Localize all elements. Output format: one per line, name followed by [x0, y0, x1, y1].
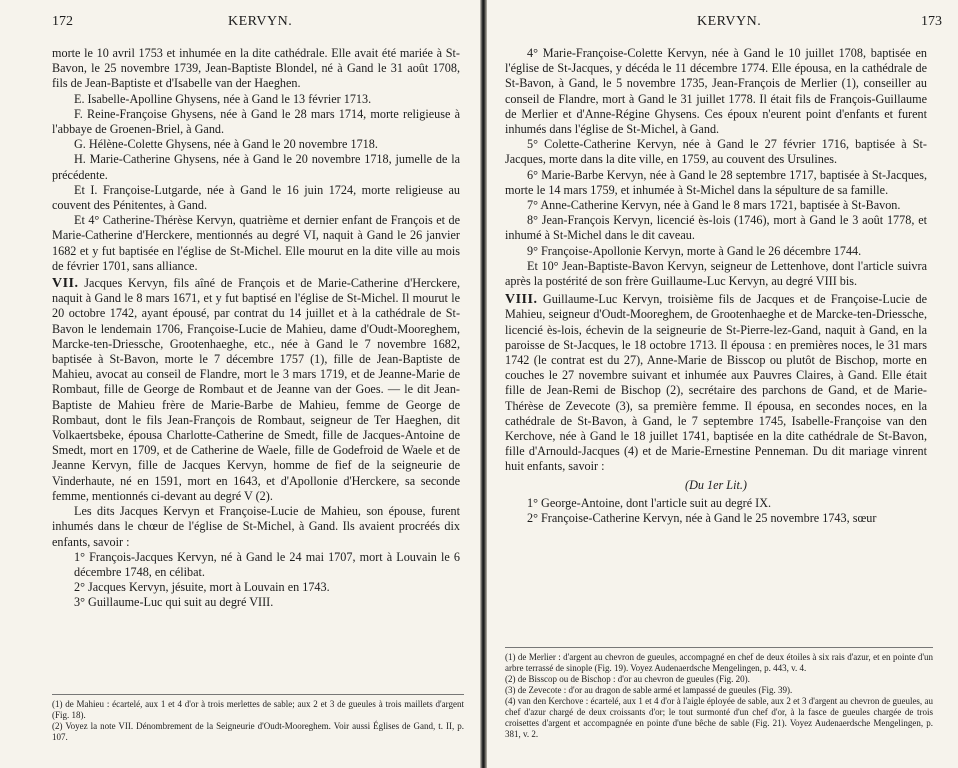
list-item: 2° Françoise-Catherine Kervyn, née à Gand le 25 novembre 1743, sœur — [527, 511, 877, 526]
running-header: KERVYN. — [697, 14, 762, 29]
running-header: KERVYN. — [228, 14, 293, 29]
degree-mark: VII. — [52, 276, 79, 292]
footnotes — [52, 694, 464, 743]
paragraph: 5° Colette-Catherine Kervyn, née à Gand le 27 février 1716, baptisée à St-Jacques, morte dans la dite ville, en 1759, au couvent des Ursulines. — [505, 137, 927, 167]
list-item: 2° Jacques Kervyn, jésuite, mort à Louvain en 1743. — [74, 580, 330, 595]
footnote: (3) de Zevecote : d'or au dragon de sable armé et lampassé de gueules (Fig. 39). — [505, 685, 793, 695]
degree-mark: VIII. — [505, 292, 538, 308]
degree-text: Guillaume-Luc Kervyn, troisième fils de Jacques et de Françoise-Lucie de Mahieu, seigneur d'Oudt-Mooreghem, de Grootenhaeghe et de Marcke-ten-Driessche, licencié ès-lois, échevin de la seigneurie de St-Pierre-lez-Gand, naquit à Gand, en la paroisse de St-Jacques, le 18 octobre 1713. Il épousa : en premières noces, le 31 mars 1742 (le contrat est du 27), Anne-Marie de Bisscop ou plutôt de Bischop, morte en couches le 27 novembre suivant et inhumée aux Pauvres Claires, à Gand. Elle était fille de Jean-Remi de Bischop (2), secrétaire des parchons de Gand, et de Marie-Thérèse de Zevecote (3), sa première femme. Il épousa, en secondes noces, en la cathédrale de St-Bavon, à Gand, le 7 septembre 1745, Isabelle-Françoise van den Kerchove, née à Gand le 18 juillet 1741, baptisée en la dite cathédrale de St-Bavon, fille d'Arnould-Jacques (4) et de Marie-Ernestine Penneman. Du dit mariage vinrent huit enfants, savoir : — [505, 292, 927, 474]
list-item: 1° George-Antoine, dont l'article suit au degré IX. — [527, 495, 772, 510]
paragraph: 4° Marie-Françoise-Colette Kervyn, née à Gand le 10 juillet 1708, baptisée en l'église de St-Jacques, y décéda le 11 décembre 1774. Elle épousa, en la cathédrale de St-Bavon, à Gand, le 5 novembre 1735, Jean-François de Merlier (1), conseiller au conseil de Flandre, mort à Gand le 31 juillet 1778. Il était fils de François-Guillaume de Merlier et d'Anne-Régine Ghysens. Ces époux n'eurent point d'enfants et furent inhumés dans l'église de St-Michel, à Gand. — [505, 46, 927, 137]
paragraph: morte le 10 avril 1753 et inhumée en la dite cathédrale. Elle avait été mariée à St-Bavon, le 25 novembre 1739, Jean-Baptiste Blondel, né à Gand le 31 août 1708, fils de Jean-Baptiste et d'Isabelle van der Haeghen. — [52, 46, 460, 91]
page-body — [505, 46, 927, 526]
footnote: (1) de Merlier : d'argent au chevron de gueules, accompagné en chef de deux étoiles à six rais d'azur, et en pointe d'un arbre terrassé de sinople (Fig. 19). Voyez Audenaerdsche Mengelingen, p. 443, v. 4. — [505, 652, 933, 673]
footnote: (1) de Mahieu : écartelé, aux 1 et 4 d'or à trois merlettes de sable; aux 2 et 3 de gueules à trois maillets d'argent (Fig. 18). — [52, 699, 464, 720]
paragraph: Les dits Jacques Kervyn et Françoise-Lucie de Mahieu, son épouse, furent inhumés dans le chœur de l'église de St-Michel, à Gand. Ils avaient procréés dix enfants, savoir : — [52, 504, 460, 549]
book-gutter — [480, 0, 487, 768]
list-item: 1° François-Jacques Kervyn, né à Gand le 24 mai 1707, mort à Louvain le 6 décembre 1748, en célibat. — [74, 549, 460, 579]
paragraph: F. Reine-Françoise Ghysens, née à Gand le 28 mars 1714, morte religieuse à l'abbaye de Groenen-Briel, à Gand. — [52, 106, 460, 137]
paragraph: Et 10° Jean-Baptiste-Bavon Kervyn, seigneur de Lettenhove, dont l'article suivra après la postérité de son frère Guillaume-Luc Kervyn, au degré VIII bis. — [505, 258, 927, 289]
footnote: (4) van den Kerchove : écartelé, aux 1 et 4 d'or à l'aigle éployée de sable, aux 2 et 3 d'argent au chevron de gueules, au chef d'azur chargé de deux croissants d'or; le tout surmonté d'un chef d'or, à la fasce de gueules chargée de trois croisettes d'argent et accompagnée en pointe d'une bêche de sable (Fig. 21). Voyez Audenaerdsche Mengelingen, p. 381, v. 2. — [505, 696, 933, 739]
degree-text: Jacques Kervyn, fils aîné de François et de Marie-Catherine d'Herckere, naquit à Gand le 8 mars 1671, et y fut baptisé en l'église de St-Michel. Il mourut le 20 octobre 1742, ayant épousé, par contrat du 14 juillet et à la cathédrale de St-Bavon le lendemain 1706, Françoise-Lucie de Mahieu, dame d'Oudt-Mooreghem, Marcke-ten-Driessche, Grootenhaeghe, etc., née à Gand le 7 novembre 1682, baptisée à St-Bavon, morte le 7 décembre 1757 (1), fille de Jean-Baptiste de Mahieu, avocat au conseil de Flandre, mort le 3 mars 1719, et de Jeanne-Marie de Rombaut, fille de George de Rombaut et de Jeanne van der Goes. — le dit Jean-Baptiste de Mahieu frère de Marie-Barbe de Mahieu, femme de George de Rombaut, dont le fils Jean-François de Rombaut, seigneur de Ter Haeghen, dit Volkaertsbeke, épousa Charlotte-Catherine de Smedt, fille de Jacques-Antoine de Smedt, mort en 1709, et de Catherine de Waele, fille de Godefroid de Waele et de Jeanne Kervyn, fille de Jacques Kervyn, homme de fief de la seigneurie de Vinderhaute, né en 1591, mort en 1643, et d'Apollonie d'Herckere, sa seconde femme, mentionnés ci-devant au degré V (2). — [52, 276, 460, 503]
paragraph: 8° Jean-François Kervyn, licencié ès-lois (1746), mort à Gand le 3 août 1778, et inhumé à St-Michel dans le dit caveau. — [505, 213, 927, 243]
degree-paragraph — [52, 276, 460, 504]
paragraph: E. Isabelle-Apolline Ghysens, née à Gand le 13 février 1713. — [74, 91, 372, 106]
footnotes — [505, 647, 933, 740]
paragraph: 6° Marie-Barbe Kervyn, née à Gand le 28 septembre 1717, baptisée à St-Jacques, morte le 14 mars 1759, et inhumée à St-Michel dans la sépulture de sa famille. — [505, 167, 927, 197]
paragraph: 9° Françoise-Apollonie Kervyn, morte à Gand le 26 décembre 1744. — [527, 243, 862, 258]
paragraph: H. Marie-Catherine Ghysens, née à Gand le 20 novembre 1718, jumelle de la précédente. — [52, 152, 460, 182]
paragraph: Et I. Françoise-Lutgarde, née à Gand le 16 juin 1724, morte religieuse au couvent des Pénitentes, à Gand. — [52, 182, 460, 213]
paragraph: Et 4° Catherine-Thérèse Kervyn, quatrième et dernier enfant de François et de Marie-Catherine d'Herckere, mentionnés au degré VI, naquit à Gand le 26 janvier 1682 et y fut baptisée en l'église de St-Michel. Elle mourut en la dite ville au mois de février 1701, sans alliance. — [52, 213, 460, 273]
page-body — [52, 46, 460, 611]
paragraph: G. Hélène-Colette Ghysens, née à Gand le 20 novembre 1718. — [74, 137, 378, 152]
list-item: 3° Guillaume-Luc qui suit au degré VIII. — [74, 595, 274, 610]
page-number: 172 — [52, 14, 73, 29]
degree-paragraph — [505, 292, 927, 474]
bed-heading: (Du 1er Lit.) — [685, 477, 747, 492]
footnote: (2) Voyez la note VII. Dénombrement de la Seigneurie d'Oudt-Mooreghem. Voir aussi Églises de Gand, t. II, p. 107. — [52, 721, 464, 742]
right-page — [487, 0, 958, 768]
paragraph: 7° Anne-Catherine Kervyn, née à Gand le 8 mars 1721, baptisée à St-Bavon. — [527, 198, 901, 213]
footnote: (2) de Bisscop ou de Bischop : d'or au chevron de gueules (Fig. 20). — [505, 674, 750, 684]
page-number: 173 — [921, 14, 942, 29]
